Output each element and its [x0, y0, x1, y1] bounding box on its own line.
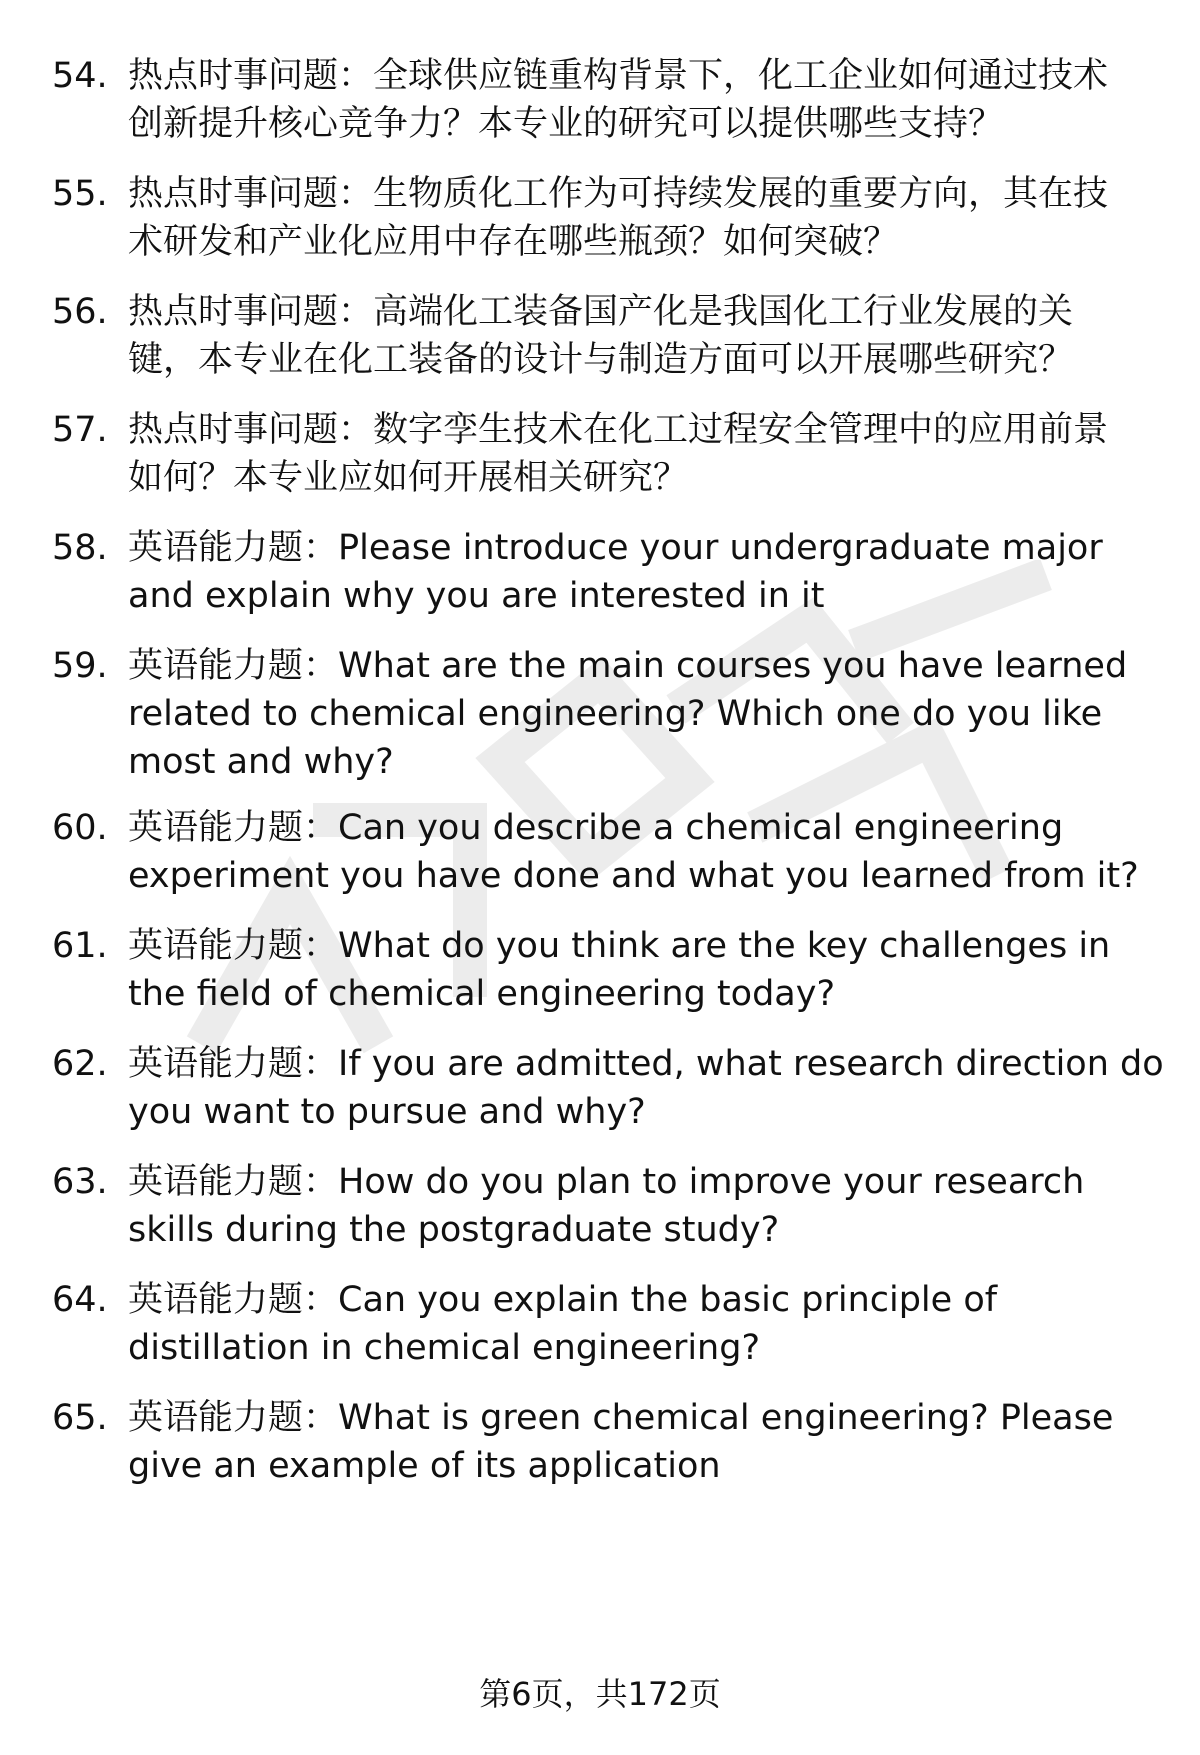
question-text	[128, 922, 1158, 1018]
question-text	[128, 52, 1158, 148]
question-number: 54.	[52, 56, 108, 96]
question-text-line: skills during the postgraduate study?	[128, 1210, 780, 1250]
question-text-line: 英语能力题：If you are admitted, what research direction do	[128, 1044, 1164, 1084]
question-text-line: 热点时事问题：全球供应链重构背景下，化工企业如何通过技术	[128, 56, 1109, 96]
question-text-line: 创新提升核心竞争力？本专业的研究可以提供哪些支持？	[128, 104, 1004, 144]
question-number: 63.	[52, 1162, 108, 1202]
question-number: 62.	[52, 1044, 108, 1084]
question-text	[128, 288, 1158, 384]
question-text-line: 键，本专业在化工装备的设计与制造方面可以开展哪些研究？	[128, 340, 1074, 380]
question-text-line: 术研发和产业化应用中存在哪些瓶颈？如何突破？	[128, 222, 899, 262]
question-number: 59.	[52, 646, 108, 686]
question-text-line: the field of chemical engineering today?	[128, 974, 836, 1014]
question-number: 60.	[52, 808, 108, 848]
question-number: 61.	[52, 926, 108, 966]
question-number: 64.	[52, 1280, 108, 1320]
question-text-line: experiment you have done and what you learned from it?	[128, 856, 1139, 896]
question-text-line: 热点时事问题：数字孪生技术在化工过程安全管理中的应用前景	[128, 410, 1109, 450]
question-number: 58.	[52, 528, 108, 568]
question-text-line: most and why?	[128, 742, 394, 782]
question-text-line: 热点时事问题：生物质化工作为可持续发展的重要方向，其在技	[128, 174, 1109, 214]
question-text-line: 热点时事问题：高端化工装备国产化是我国化工行业发展的关	[128, 292, 1074, 332]
question-text-line: 英语能力题：How do you plan to improve your research	[128, 1162, 1085, 1202]
question-text-line: you want to pursue and why?	[128, 1092, 646, 1132]
question-text	[128, 1276, 1158, 1372]
question-number: 56.	[52, 292, 108, 332]
question-text-line: 如何？本专业应如何开展相关研究？	[128, 458, 689, 498]
question-text	[128, 1040, 1164, 1136]
question-number: 57.	[52, 410, 108, 450]
question-text	[128, 642, 1158, 786]
question-text	[128, 170, 1158, 266]
question-text-line: and explain why you are interested in it	[128, 576, 825, 616]
question-text-line: distillation in chemical engineering?	[128, 1328, 761, 1368]
question-text-line: 英语能力题：What do you think are the key challenges in	[128, 926, 1111, 966]
question-text-line: 英语能力题：What are the main courses you have learned	[128, 646, 1128, 686]
question-text	[128, 524, 1158, 620]
question-text	[128, 1394, 1158, 1490]
question-text	[128, 804, 1158, 900]
page-number: 第6页，共172页	[479, 1675, 721, 1713]
question-text-line: 英语能力题：Can you explain the basic principle of	[128, 1280, 998, 1320]
question-text-line: give an example of its application	[128, 1446, 721, 1486]
question-text-line: related to chemical engineering? Which one do you like	[128, 694, 1103, 734]
question-number: 55.	[52, 174, 108, 214]
question-text-line: 英语能力题：Can you describe a chemical engineering	[128, 808, 1064, 848]
question-text	[128, 406, 1158, 502]
question-text	[128, 1158, 1158, 1254]
question-text-line: 英语能力题：What is green chemical engineering? Please	[128, 1398, 1114, 1438]
question-text-line: 英语能力题：Please introduce your undergraduate major	[128, 528, 1103, 568]
question-number: 65.	[52, 1398, 108, 1438]
